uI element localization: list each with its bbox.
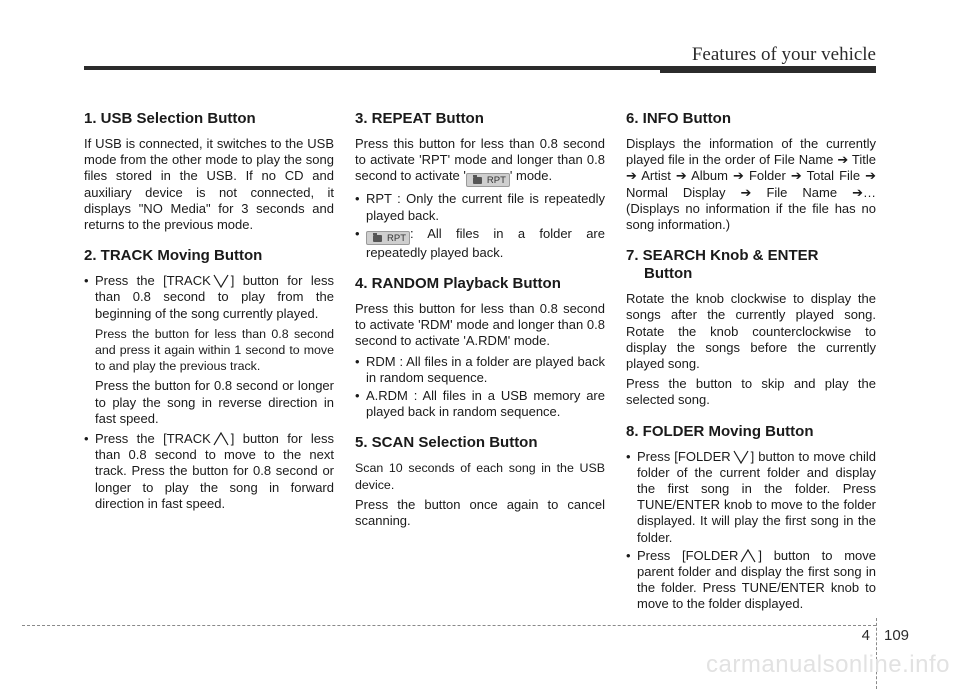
- track-down-post: ] button for less than 0.8 second to play from the beginning of the song currently played.: [95, 273, 334, 321]
- folder-down-post: ] button to move child folder of the current folder and display the first song in the folder. Press TUNE/ENTER knob to move to the folder displayed. It will play the first song in the folder.: [637, 448, 876, 545]
- section-scan-body2: Press the button once again to cancel scanning.: [355, 496, 605, 529]
- section-folder: [626, 423, 876, 613]
- folder-up-pre: Press [FOLDER: [637, 547, 739, 563]
- folder-down-item: [626, 449, 876, 546]
- section-track-title: 2. TRACK Moving Button: [84, 247, 263, 265]
- chevron-down-icon: [733, 450, 749, 464]
- section-info-body: Displays the information of the currently played file in the order of File Name ➔ Title ➔ Artist ➔ Album ➔ Folder ➔ Total File ➔ Normal Display ➔ File Name ➔… (Displays no information if the file has no song information.): [626, 136, 876, 233]
- section-search: [626, 247, 876, 408]
- section-repeat-title: 3. REPEAT Button: [355, 110, 484, 127]
- section-usb: [84, 110, 334, 233]
- folder-list: [626, 449, 876, 613]
- page-number: 109: [884, 627, 910, 644]
- section-random-body: Press this button for less than 0.8 second to activate 'RDM' mode and longer than 0.8 second to activate 'A.RDM' mode.: [355, 301, 605, 349]
- section-random: [355, 275, 605, 420]
- track-down-item: [84, 273, 334, 322]
- chevron-up-icon: [740, 549, 756, 563]
- section-usb-title: 1. USB Selection Button: [84, 110, 256, 127]
- column-left: [84, 110, 334, 526]
- section-info-title: 6. INFO Button: [626, 110, 731, 127]
- search-title-line2: Button: [644, 265, 693, 283]
- section-repeat: [355, 110, 605, 261]
- section-scan-body1: Scan 10 seconds of each song in the USB device.: [355, 461, 605, 492]
- section-scan-title: 5. SCAN Selection Button: [355, 434, 538, 452]
- column-right: [626, 110, 876, 627]
- chapter-number: 4: [861, 627, 870, 644]
- folder-icon: [373, 235, 382, 242]
- repeat-item2-text: : All files in a folder are repeatedly played back.: [366, 225, 605, 260]
- watermark: carmanualsonline.info: [706, 651, 950, 678]
- repeat-body-post: ' mode.: [509, 168, 553, 184]
- track-list: [84, 273, 334, 322]
- track-down-p2: Press the button for less than 0.8 second and press it again within 1 second to move to and play the previous track.: [95, 326, 334, 374]
- folder-rpt-badge: [366, 231, 410, 245]
- column-middle: [355, 110, 605, 543]
- track-down-p3: Press the button for 0.8 second or longer to play the song in reverse direction in fast speed.: [95, 378, 334, 426]
- header-rule: [84, 66, 876, 70]
- section-usb-body: If USB is connected, it switches to the USB mode from the other mode to play the song files stored in the USB. If no CD and auxiliary device is not connected, it displays "NO Media" for 3 seconds and returns to the previous mode.: [84, 136, 334, 233]
- running-header-title: Features of your vehicle: [691, 44, 876, 65]
- section-repeat-body: [355, 136, 605, 187]
- section-folder-title: 8. FOLDER Moving Button: [626, 422, 814, 440]
- repeat-item-folder-rpt: [355, 226, 605, 261]
- track-up-pre: Press the [TRACK: [95, 431, 211, 447]
- random-item-rdm: • RDM : All files in a folder are played back in random sequence.: [355, 354, 605, 386]
- section-search-body1: Rotate the knob clockwise to display the songs after the currently played song. Rotate the knob counterclockwise to display the songs before the currently played song.: [626, 291, 876, 372]
- rpt-badge-label: RPT: [486, 175, 506, 187]
- chevron-down-icon: [213, 274, 229, 288]
- section-search-title: [626, 247, 876, 283]
- random-item-ardm: • A.RDM : All files in a USB memory are played back in random sequence.: [355, 388, 605, 420]
- folder-up-item: [626, 548, 876, 613]
- rpt-badge-label: RPT: [387, 232, 406, 244]
- folder-icon: [473, 177, 482, 184]
- search-title-line1: 7. SEARCH Knob & ENTER: [626, 247, 819, 265]
- folder-down-pre: Press [FOLDER: [637, 448, 731, 464]
- track-up-post: ] button for less than 0.8 second to move to the next track. Press the button for 0.8 second or longer to play the song in forward direction in fast speed.: [95, 431, 334, 511]
- section-track: [84, 247, 334, 512]
- repeat-body-pre: Press this button for less than 0.8 second to activate 'RPT' mode and longer than 0.8 second to activate ': [355, 136, 605, 184]
- folder-rpt-badge: [466, 173, 510, 187]
- random-list: [355, 354, 605, 421]
- track-up-item: [84, 431, 334, 512]
- folder-up-post: ] button to move parent folder and display the first song in the folder. Press TUNE/ENTER knob to move to the folder displayed.: [637, 547, 876, 612]
- section-random-title: 4. RANDOM Playback Button: [355, 275, 561, 293]
- track-down-pre: Press the [TRACK: [95, 273, 211, 289]
- track-list-2: [84, 431, 334, 512]
- section-scan: [355, 434, 605, 529]
- footer-rule: [22, 625, 876, 626]
- chevron-up-icon: [213, 432, 229, 446]
- repeat-list: [355, 191, 605, 261]
- repeat-item-rpt: • RPT : Only the current file is repeatedly played back.: [355, 191, 605, 223]
- section-search-body2: Press the button to skip and play the selected song.: [626, 376, 876, 408]
- section-info: [626, 110, 876, 233]
